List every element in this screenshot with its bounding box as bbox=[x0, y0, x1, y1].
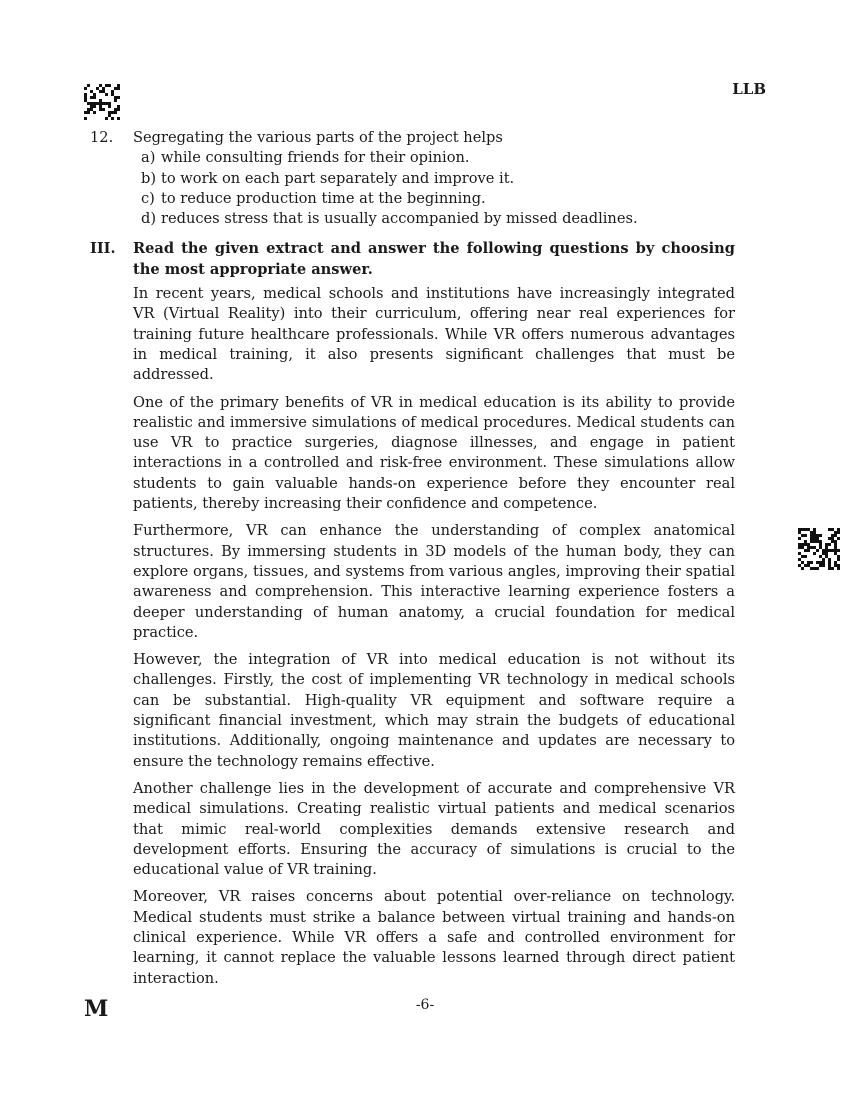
code-module bbox=[117, 117, 120, 120]
code-module bbox=[117, 108, 120, 111]
page-number: -6- bbox=[415, 997, 435, 1013]
option-label: d) bbox=[141, 210, 157, 228]
extract-paragraph: Moreover, VR raises concerns about potential over-reliance on technology. Medical students must strike a balance between virtual training and hands-on clinical experience. While VR offers a safe and controlled environment for learning, it cannot replace the valuable lessons learned through direct patient interaction. bbox=[133, 888, 735, 987]
code-module bbox=[837, 558, 840, 561]
code-module bbox=[837, 531, 840, 534]
extract-paragraph: However, the integration of VR into medical education is not without its challenges. Firstly, the cost of implementing VR technology in medical schools can be substantial. High-quality VR equipment and software require a significant financial investment, which may strain the budgets of educational institutions. Additionally, ongoing maintenance and updates are necessary to ensure the technology remains effective. bbox=[133, 651, 735, 770]
extract-paragraph: One of the primary benefits of VR in medical education is its ability to provide realistic and immersive simulations of medical procedures. Medical students can use VR to practice surgeries, diagnose illnesses, and engage in patient interactions in a controlled and risk-free environment. These simulations allow students to gain valuable hands-on experience before they encounter real patients, thereby increasing their confidence and competence. bbox=[133, 393, 735, 513]
code-module bbox=[93, 111, 96, 114]
section-iii bbox=[90, 239, 735, 988]
option-label: a) bbox=[141, 149, 156, 167]
datamatrix-code-icon bbox=[84, 84, 122, 122]
code-module bbox=[114, 111, 117, 114]
option-text: reduces stress that is usually accompanied by missed deadlines. bbox=[161, 210, 638, 228]
code-module bbox=[801, 567, 804, 570]
code-module bbox=[837, 549, 840, 552]
paper-code: LLB bbox=[732, 80, 766, 98]
code-module bbox=[813, 552, 816, 555]
extract-paragraph: In recent years, medical schools and institutions have increasingly integrated VR (Virtual Reality) into their curriculum, offering near real experiences for training future healthcare professionals. While VR offers numerous advantages in medical training, it also presents significant challenges that must be addressed. bbox=[133, 285, 735, 384]
code-module bbox=[804, 534, 807, 537]
section-number: III. bbox=[90, 240, 116, 258]
extract-paragraph: Furthermore, VR can enhance the understanding of complex anatomical structures. By immersing students in 3D models of the human body, they can explore organs, tissues, and systems from various angles, improving their spatial awareness and comprehension. This interactive learning experience fosters a deeper understanding of human anatomy, a crucial foundation for medical practice. bbox=[133, 522, 735, 641]
code-module bbox=[831, 567, 834, 570]
options-list bbox=[141, 148, 735, 229]
code-module bbox=[816, 567, 819, 570]
code-module bbox=[816, 549, 819, 552]
code-module bbox=[114, 99, 117, 102]
extract-paragraph: Another challenge lies in the development of accurate and comprehensive VR medical simulations. Creating realistic virtual patients and medical scenarios that mimic real-world complexities demands extensive research and development efforts. Ensuring the accuracy of simulations is crucial to the educational value of VR training. bbox=[133, 779, 735, 879]
code-module bbox=[822, 564, 825, 567]
option-c bbox=[141, 189, 735, 209]
code-module bbox=[93, 96, 96, 99]
page-content bbox=[90, 128, 735, 989]
footer-letter: M bbox=[84, 996, 109, 1022]
option-d bbox=[141, 209, 735, 229]
code-module bbox=[105, 93, 108, 96]
question-text: Segregating the various parts of the project helps bbox=[133, 129, 503, 146]
option-text: to reduce production time at the beginning. bbox=[161, 189, 486, 207]
code-module bbox=[798, 537, 801, 540]
section-instruction: Read the given extract and answer the following questions by choosing the most appropriate answer. bbox=[133, 240, 735, 278]
code-module bbox=[108, 84, 111, 87]
code-module bbox=[117, 87, 120, 90]
code-module bbox=[108, 105, 111, 108]
code-module bbox=[807, 549, 810, 552]
question-12 bbox=[90, 128, 735, 229]
question-number: 12. bbox=[90, 129, 114, 146]
code-module bbox=[84, 87, 87, 90]
code-module bbox=[87, 84, 90, 87]
code-module bbox=[84, 117, 87, 120]
code-module bbox=[828, 543, 831, 546]
code-module bbox=[93, 105, 96, 108]
option-a bbox=[141, 148, 735, 168]
code-module bbox=[804, 555, 807, 558]
code-module bbox=[111, 117, 114, 120]
option-text: while consulting friends for their opinion. bbox=[161, 149, 470, 167]
option-label: b) bbox=[141, 169, 157, 187]
code-module bbox=[810, 561, 813, 564]
code-module bbox=[837, 537, 840, 540]
option-label: c) bbox=[141, 189, 155, 207]
code-module bbox=[837, 567, 840, 570]
option-b bbox=[141, 169, 735, 189]
qr-code-icon bbox=[798, 528, 840, 570]
code-module bbox=[819, 534, 822, 537]
code-module bbox=[102, 108, 105, 111]
code-module bbox=[105, 117, 108, 120]
option-text: to work on each part separately and improve it. bbox=[161, 169, 515, 187]
code-module bbox=[117, 96, 120, 99]
code-module bbox=[87, 111, 90, 114]
